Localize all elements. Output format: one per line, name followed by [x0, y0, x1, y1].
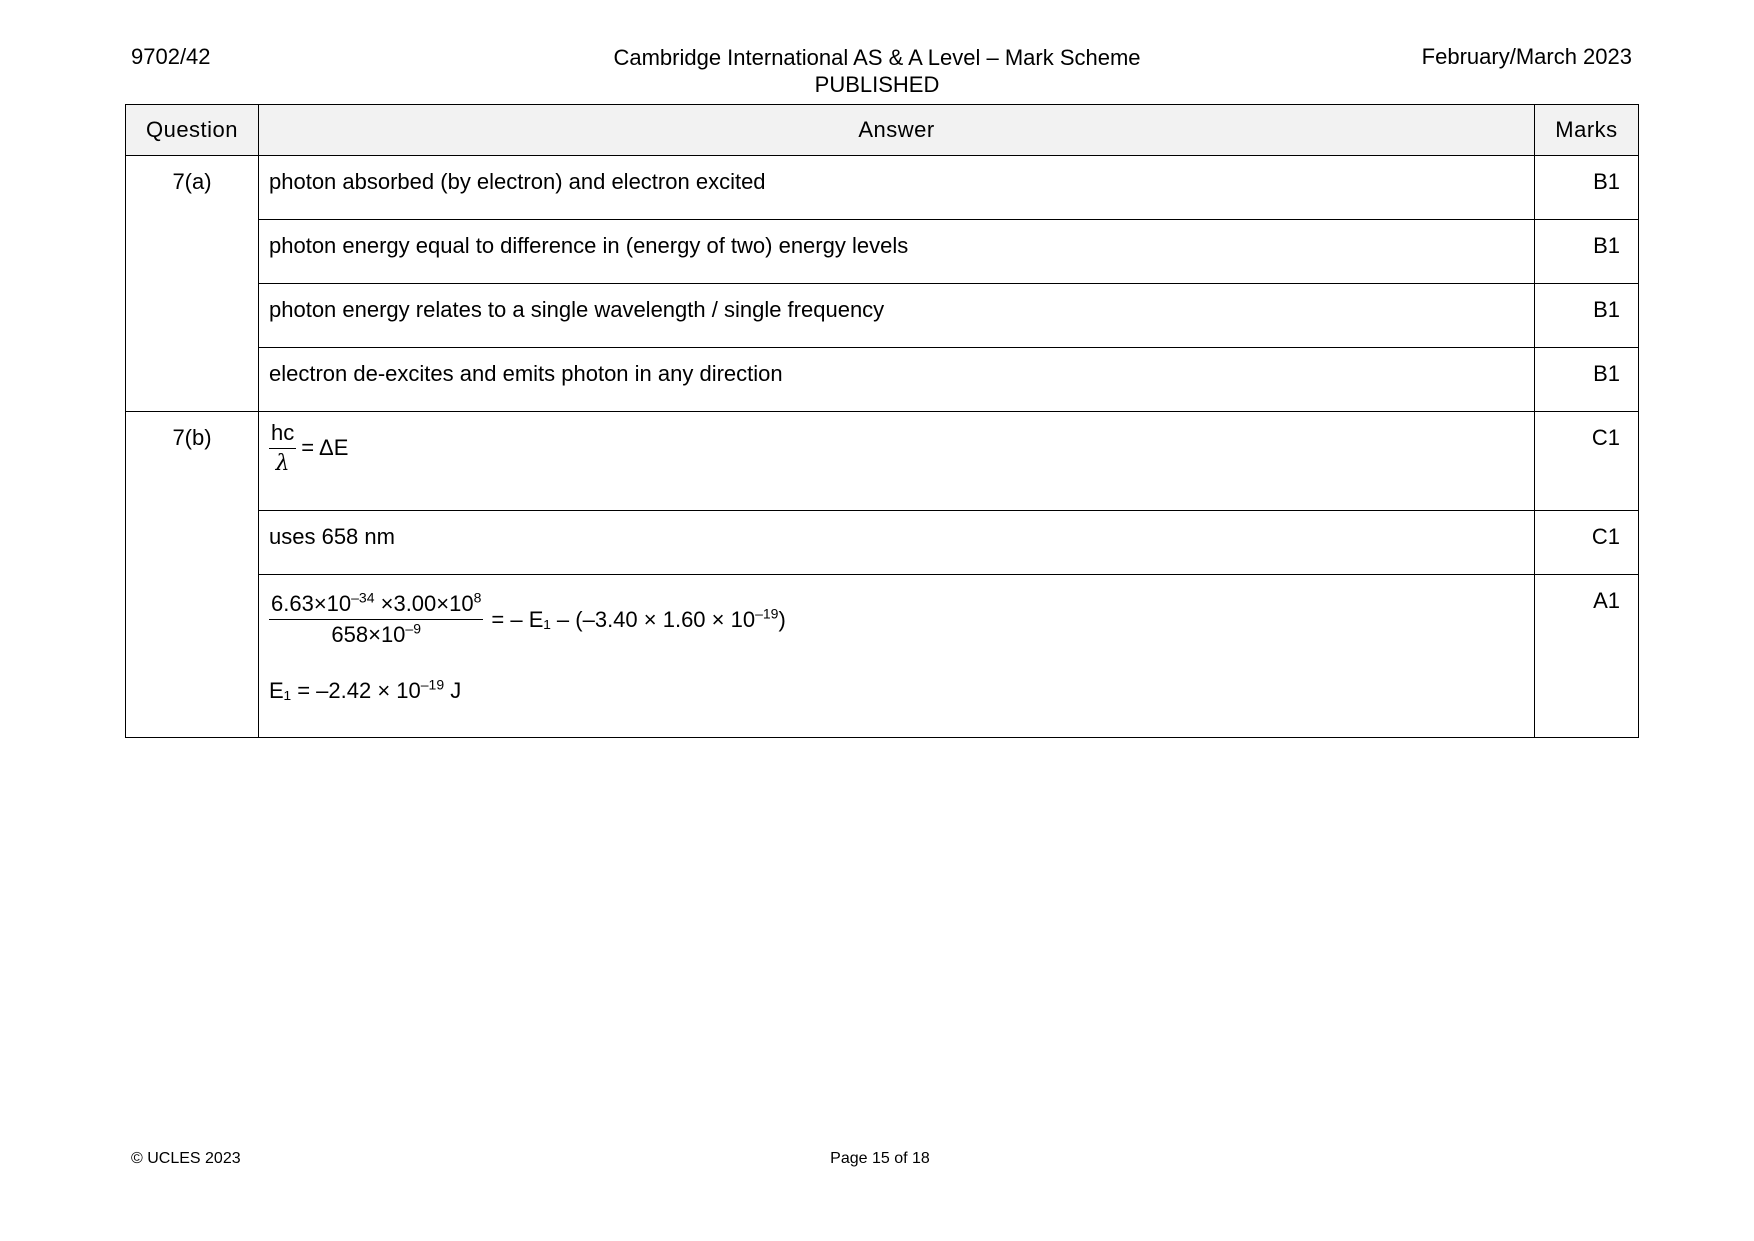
mark-cell: B1: [1535, 156, 1639, 220]
answer-cell: electron de-excites and emits photon in any direction: [259, 348, 1535, 412]
copyright: © UCLES 2023: [131, 1150, 241, 1167]
answer-cell: photon absorbed (by electron) and electron excited: [259, 156, 1535, 220]
table-row: [126, 156, 1639, 220]
mark-cell: B1: [1535, 348, 1639, 412]
energy-calculation: [269, 591, 1534, 648]
header-answer: Answer: [259, 105, 1535, 156]
published-label: PUBLISHED: [814, 72, 940, 97]
exam-session: February/March 2023: [1421, 44, 1632, 69]
document-title: [477, 44, 1277, 98]
answer-cell: photon energy relates to a single wavelength / single frequency: [259, 284, 1535, 348]
mark-cell: B1: [1535, 284, 1639, 348]
fraction: [269, 591, 483, 648]
answer-cell: [259, 575, 1535, 738]
question-label-7b: 7(b): [126, 412, 259, 738]
answer-cell: [259, 412, 1535, 511]
answer-cell: uses 658 nm: [259, 511, 1535, 575]
denominator: λ: [275, 451, 290, 476]
table-row: [126, 511, 1639, 575]
mark-cell: B1: [1535, 220, 1639, 284]
header-question: Question: [126, 105, 259, 156]
fraction: [269, 420, 296, 476]
question-label-7a: 7(a): [126, 156, 259, 412]
numerator: hc: [269, 420, 296, 449]
numerator: $6.63\times 10^{-34} \times 3.00\times 10^8$: [269, 591, 483, 620]
mark-scheme-table: [125, 104, 1639, 738]
equation-rhs: = ΔE: [301, 435, 349, 460]
mark-cell: C1: [1535, 412, 1639, 511]
table-row: [126, 284, 1639, 348]
answer-cell: photon energy equal to difference in (energy of two) energy levels: [259, 220, 1535, 284]
page-number: Page 15 of 18: [830, 1150, 930, 1167]
table-row: [126, 220, 1639, 284]
photon-energy-equation: [269, 420, 1534, 476]
denominator: $658\times 10^{-9}$: [331, 620, 421, 647]
final-answer: $E_1 = -2.42 \times 10^{-19}$ J: [269, 676, 462, 703]
title-line: Cambridge International AS & A Level – Mark Scheme: [613, 45, 1141, 70]
paper-code: 9702/42: [131, 44, 211, 69]
equation-rhs: = – $E_1 - (-3.40 \times 1.60 \times 10^{-19})$: [491, 605, 786, 632]
mark-cell: A1: [1535, 575, 1639, 738]
table-row: [126, 348, 1639, 412]
table-row: [126, 412, 1639, 511]
mark-cell: C1: [1535, 511, 1639, 575]
table-row: [126, 575, 1639, 738]
header-marks: Marks: [1535, 105, 1639, 156]
